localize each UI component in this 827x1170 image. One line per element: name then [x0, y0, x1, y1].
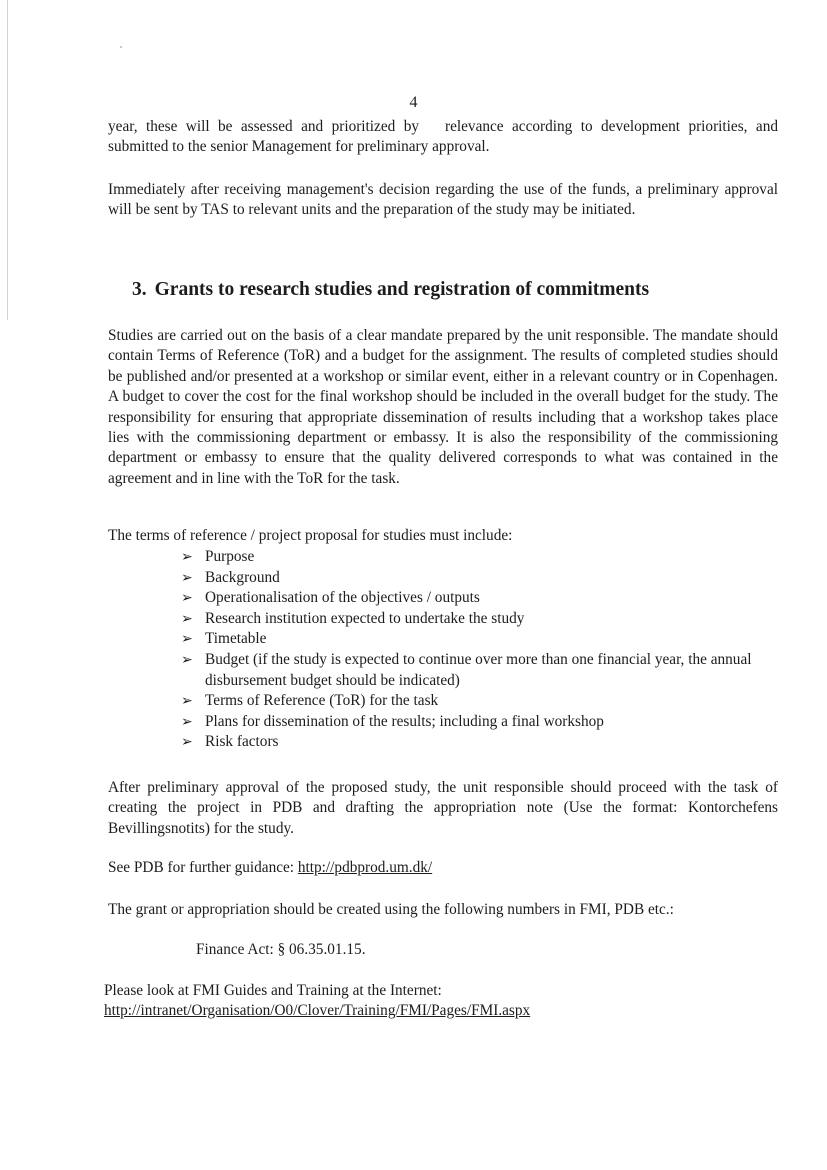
arrowhead-bullet-icon: ➢ — [181, 549, 193, 565]
pdb-guidance-line — [108, 858, 778, 878]
list-item: ➢ Terms of Reference (ToR) for the task — [180, 691, 780, 712]
list-item: ➢ Research institution expected to undertake the study — [180, 609, 780, 630]
arrowhead-bullet-icon: ➢ — [181, 590, 193, 607]
fmi-link[interactable]: http://intranet/Organisation/O0/Clover/Training/FMI/Pages/FMI.aspx — [104, 1002, 531, 1019]
list-item: ➢ Plans for dissemination of the results; including a final workshop — [180, 712, 780, 733]
scan-speck — [120, 46, 122, 48]
list-item: ➢ Timetable — [180, 629, 780, 650]
scan-page-edge — [7, 0, 8, 320]
intro-paragraph-1-part-2: relevance according to development priorities, and submitted to the senior Management for preliminary approval. — [108, 118, 778, 156]
list-item: ➢ Operationalisation of the objectives / outputs — [180, 588, 780, 609]
intro-paragraph-1-part-1: year, these will be assessed and prioritized by — [108, 118, 419, 135]
section-body-paragraph: Studies are carried out on the basis of a clear mandate prepared by the unit responsible. The mandate should contain Terms of Reference (ToR) and a budget for the assignment. The results of completed studies should be published and/or presented at a workshop or similar event, either in a relevant country or in Copenhagen. A budget to cover the cost for the final workshop should be included in the overall budget for the study. The responsibility for ensuring that appropriate dissemination of results including that a workshop takes place lies with the commissioning department or embassy. It is also the responsibility of the commissioning department or embassy to ensure that the quality delivered corresponds to what was contained in the agreement and in line with the ToR for the task. — [108, 327, 778, 487]
intro-paragraph-1 — [108, 117, 778, 158]
intro-paragraph-2: Immediately after receiving management's decision regarding the use of the funds, a preliminary approval will be sent by TAS to relevant units and the preparation of the study may be initiated. — [108, 181, 778, 219]
arrowhead-bullet-icon: ➢ — [181, 569, 193, 586]
arrowhead-bullet-icon: ➢ — [181, 693, 193, 710]
after-approval-paragraph: After preliminary approval of the proposed study, the unit responsible should proceed with the task of creating the project in PDB and drafting the appropriation note (Use the format: Kontorchefens Bevillingsnotits) for the study. — [108, 779, 778, 837]
list-item: ➢ Budget (if the study is expected to continue over more than one financial year, the annual disbursement budget should be indicated) — [181, 650, 752, 689]
section-title: Grants to research studies and registration of commitments — [154, 279, 650, 300]
arrowhead-bullet-icon: ➢ — [181, 631, 193, 648]
arrowhead-bullet-icon: ➢ — [181, 713, 193, 730]
fmi-guidance-text: Please look at FMI Guides and Training at the Internet: — [104, 982, 442, 999]
arrowhead-bullet-icon: ➢ — [181, 610, 193, 627]
list-item: ➢ Risk factors — [180, 732, 780, 753]
requirements-list — [180, 547, 780, 753]
grant-numbers-text: The grant or appropriation should be created using the following numbers in FMI, PDB etc.: — [108, 901, 674, 918]
pdb-link[interactable]: http://pdbprod.um.dk/ — [297, 859, 433, 876]
pdb-guidance-text: See PDB for further guidance: — [108, 859, 295, 876]
list-intro: The terms of reference / project proposal for studies must include: — [108, 527, 513, 544]
section-heading — [132, 279, 649, 301]
page-number: 4 — [409, 94, 418, 111]
arrowhead-bullet-icon: ➢ — [181, 734, 193, 751]
list-item: ➢ Background — [180, 568, 780, 589]
section-number: 3. — [132, 279, 147, 300]
list-item: ➢ Purpose — [180, 547, 780, 568]
arrowhead-bullet-icon: ➢ — [181, 651, 193, 668]
finance-act: Finance Act: § 06.35.01.15. — [196, 941, 366, 958]
